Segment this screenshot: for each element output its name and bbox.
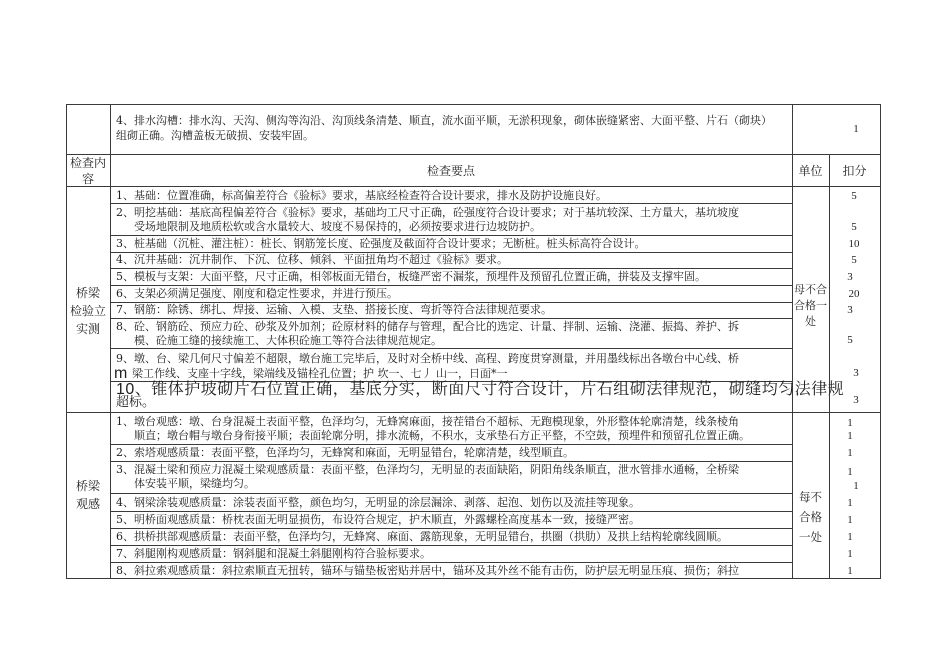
s2-item-7-score: 1 — [847, 548, 853, 560]
rule-line — [110, 268, 793, 269]
s2-item-4: 4、钢梁涂装观感质量：涂装表面平整，颜色均匀，无明显的涂层漏涂、剥落、起泡、划伤以及流挂等现象。 — [116, 496, 640, 509]
s1-item-2-line-1: 2、明挖基础：基底高程偏差符合《验标》要求，基础均工尺寸正确，砼强度符合设计要求；对于基坑较深、土方量大，基坑坡度 — [116, 206, 739, 219]
s2-item-1-line-1: 1、墩台观感：墩、台身混凝土表面平整，色泽均匀，无蜂窝麻面，接茬错台不超标、无跑模现象，外形整体轮廓清楚，线条棱角 — [116, 415, 739, 428]
rule-line — [110, 461, 793, 462]
rule-line — [110, 528, 793, 529]
s1-item-9-prefix: m — [114, 365, 128, 382]
section2-unit — [792, 487, 829, 547]
rule-line — [110, 511, 793, 512]
s1-item-6: 6、支架必须满足强度、刚度和稳定性要求，并进行预压。 — [116, 287, 398, 300]
rule-line — [66, 412, 881, 413]
s2-item-1-score-b: 1 — [847, 430, 853, 442]
rule-line — [110, 444, 793, 445]
section2-unit-line-2: 合格 — [799, 510, 822, 524]
s1-item-5-score: 3 — [847, 271, 853, 283]
s1-item-4: 4、沉井基础：沉井制作、下沉、位移、倾斜、平面扭角均不超过《验标》要求。 — [116, 253, 508, 266]
section1-title-line-2: 检验立 — [69, 304, 106, 318]
rule-line — [792, 104, 793, 154]
rule-line — [110, 562, 793, 563]
section1-unit-line-2: 合格一 — [794, 299, 827, 312]
rule-line — [66, 186, 881, 187]
s2-item-7: 7、斜腿刚构观感质量：钢斜腿和混凝土斜腿刚构符合验标要求。 — [116, 547, 431, 560]
s1-item-8-line-1: 8、砼、钢筋砼、预应力砼、砂浆及外加剂；砼原材料的储存与管理，配合比的选定、计量、拌制、运输、浇灌、振捣、养护、拆 — [116, 320, 739, 333]
rule-line — [110, 104, 111, 154]
section1-unit — [792, 282, 829, 330]
section1-title-line-3: 实测 — [75, 322, 100, 336]
s2-item-3-score-a: 1 — [847, 466, 853, 478]
rule-line — [110, 285, 793, 286]
s1-item-10-score: 3 — [853, 394, 859, 406]
s1-item-1-score: 5 — [851, 190, 857, 202]
s2-item-8: 8、斜拉索观感质量：斜拉索顺直无扭转，锚环与锚垫板密贴并居中，锚环及其外丝不能有击伤，防护层无明显压痕、损伤；斜拉 — [116, 564, 739, 577]
s2-item-4-score: 1 — [847, 497, 853, 509]
header-content-line-2: 容 — [81, 172, 94, 186]
header-content-col — [66, 155, 110, 187]
rule-line — [66, 154, 881, 155]
section2-title-line-2: 观感 — [75, 497, 100, 511]
rule-line — [110, 235, 793, 236]
section1-title-line-1: 桥梁 — [75, 286, 100, 300]
s1-item-9-line-2: 梁工作线、支座十字线，梁端线及锚栓孔位置；护 坎一、七丿 山一，日面*一 — [132, 367, 508, 380]
rule-line — [66, 104, 881, 105]
s1-item-10-line-2: 超标。 — [116, 395, 156, 410]
s2-item-6-score: 1 — [847, 531, 853, 543]
drainage-item-line-1: 4、排水沟槽：排水沟、天沟、侧沟等沟沿、沟顶线条清楚、顺直，流水面平顺，无淤积现象，砌体嵌缝紧密、大面平整、片石（砌块） — [116, 114, 772, 127]
drainage-item-line-2: 组砌正确。沟槽盖板无破损、安装牢固。 — [116, 129, 314, 142]
s1-item-4-score: 5 — [851, 254, 857, 266]
s2-item-1-score-a: 1 — [847, 417, 853, 429]
s2-item-5: 5、明桥面观感质量：桥枕表面无明显损伤，布设符合规定，护木顺直，外露螺栓高度基本一致，接缝严密。 — [116, 513, 640, 526]
s1-item-10-line-1: 10、锥体护坡砌片石位置正确，基底分实，断面尺寸符合设计，片石组砌法律规范，砌缝均匀法律规 — [116, 381, 845, 398]
s1-item-1: 1、基础：位置准确，标高偏差符合《验标》要求，基底经检查符合设计要求，排水及防护设施良好。 — [116, 189, 607, 202]
s1-item-6-score: 20 — [848, 288, 860, 300]
s1-item-3: 3、桩基础（沉桩、灌注桩）：桩长、钢筋笼长度、砼强度及截面符合设计要求；无断桩。桩头标高符合设计。 — [116, 237, 646, 250]
s1-item-2-score: 5 — [851, 221, 857, 233]
s2-item-2-score: 1 — [847, 447, 853, 459]
s1-item-5: 5、模板与支架：大面平整，尺寸正确，相邻板面无错台，板缝严密不漏浆，预埋件及预留孔位置正确，拼装及支撑牢固。 — [116, 270, 706, 283]
rule-line — [110, 348, 793, 349]
s2-item-3-line-1: 3、混凝土梁和预应力混凝土梁观感质量：表面平整，色泽均匀，无明显的表面缺陷，阴阳角线条顺直，泄水管排水通畅，全桥梁 — [116, 463, 739, 476]
section2-unit-line-3: 一处 — [799, 530, 822, 544]
section2-title — [66, 477, 110, 513]
rule-line — [880, 104, 881, 579]
s2-item-6: 6、拱桥拱部观感质量：表面平整，色泽均匀，无蜂窝、麻面、露筋现象，无明显错台，拱圈（拱肋）及拱上结构轮廓线圆顺。 — [116, 530, 728, 543]
s2-item-1-line-2: 顺直；墩台帽与墩台身衔接平顺；表面轮廓分明，排水流畅，不积水，支承垫石方正平整，不空鼓，预埋件和预留孔位置正确。 — [134, 429, 750, 442]
drainage-item-score: 1 — [853, 123, 859, 135]
s2-item-5-score: 1 — [847, 514, 853, 526]
rule-line — [110, 545, 793, 546]
header-points-col: 检查要点 — [426, 164, 475, 178]
s2-item-2: 2、索塔观感质量：表面平整，色泽均匀，无蜂窝和麻面，无明显错台，轮廓清楚，线型顺直。 — [116, 446, 574, 459]
s1-item-8-line-2: 模、砼施工缝的接续施工、大体积砼施工等符合法律规范规定。 — [134, 334, 442, 347]
section1-unit-line-3: 处 — [805, 315, 816, 328]
s1-item-2-line-2: 受场地限制及地质松软或含水量较大、坡度不易保持的，必须按要求进行边坡防护。 — [134, 220, 541, 233]
section2-unit-line-1: 每不 — [799, 490, 822, 504]
header-content-line-1: 检查内 — [69, 156, 106, 170]
s1-item-8-score: 5 — [847, 334, 853, 346]
s1-item-9-score: 3 — [853, 367, 859, 379]
section1-title — [66, 284, 110, 338]
rule-line — [66, 578, 881, 579]
rule-line — [110, 318, 793, 319]
header-unit-col: 单位 — [798, 164, 823, 178]
rule-line — [110, 203, 793, 204]
rule-line — [110, 154, 111, 579]
header-deduct-col: 扣分 — [842, 164, 867, 178]
s1-item-7-score: 3 — [847, 304, 853, 316]
s2-item-3-score-b: 1 — [853, 480, 859, 492]
section1-unit-line-1: 母不合 — [794, 283, 827, 296]
section2-title-line-1: 桥梁 — [75, 479, 100, 493]
s1-item-3-score: 10 — [848, 238, 860, 250]
s1-item-7: 7、钢筋：除锈、绑扎、焊接、运输、入模、支垫、搭接长度、弯折等符合法律规范要求。 — [116, 303, 552, 316]
rule-line — [110, 493, 793, 494]
s2-item-3-line-2: 体安装平顺，梁缝均匀。 — [134, 477, 255, 490]
s2-item-8-score: 1 — [847, 565, 853, 577]
s1-item-9-line-1: 9、墩、台、梁几何尺寸偏差不超限，墩台施工完毕后，及时对全桥中线、高程、跨度贯穿测量，并用墨线标出各墩台中心线、桥 — [116, 352, 739, 365]
